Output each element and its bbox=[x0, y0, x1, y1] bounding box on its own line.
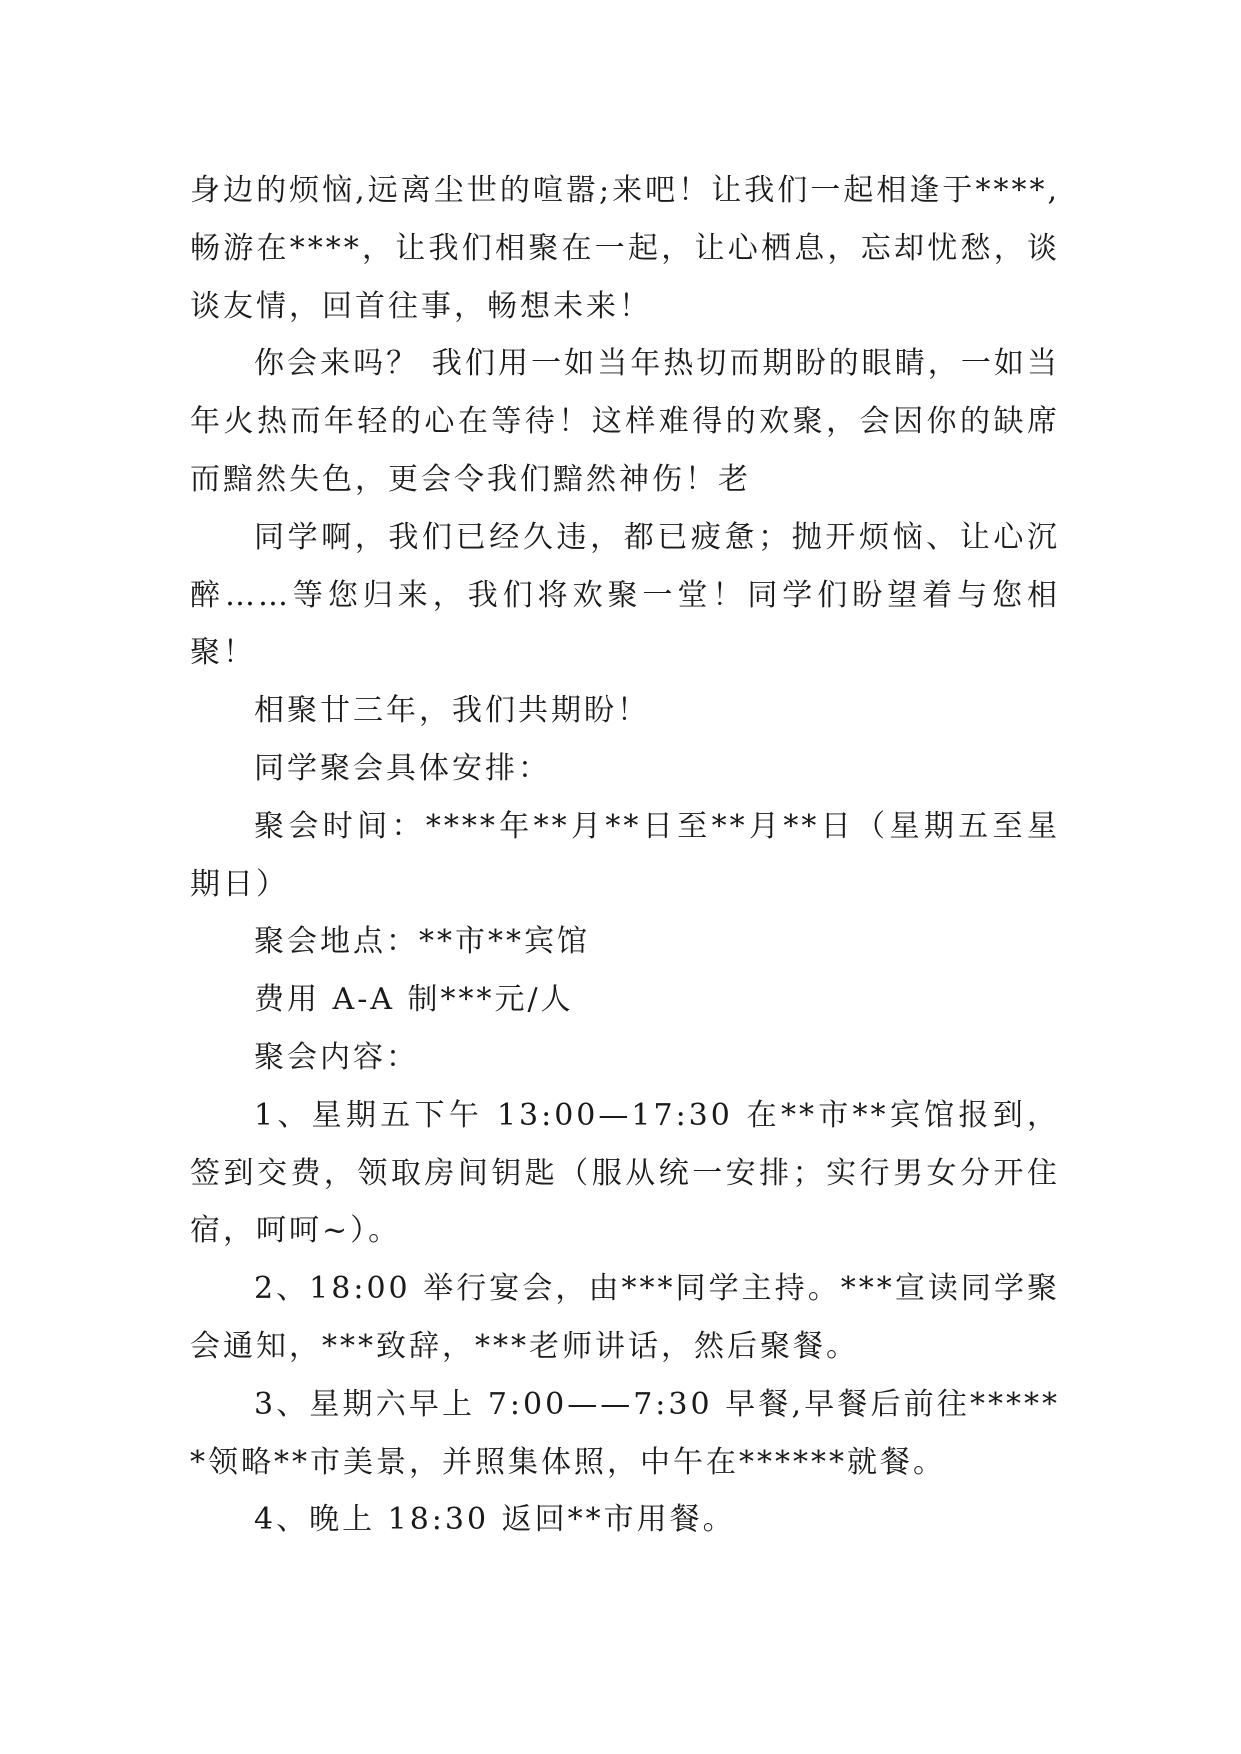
paragraph-item-3: 3、星期六早上 7:00——7:30 早餐,早餐后前往******领略**市美景，并照集体照，中午在******就餐。 bbox=[190, 1386, 1060, 1480]
paragraph-will-you-come: 你会来吗？ 我们用一如当年热切而期盼的眼睛，一如当年火热而年轻的心在等待！这样难得的欢聚，会因你的缺席而黯然失色，更会令我们黯然神伤！老 bbox=[190, 346, 1060, 497]
paragraph-item-2: 2、18:00 举行宴会，由***同学主持。***宣读同学聚会通知，***致辞，***老师讲话，然后聚餐。 bbox=[190, 1271, 1060, 1364]
paragraph-cost: 费用 A-A 制***元/人 bbox=[254, 982, 574, 1018]
paragraph-item-4: 4、晚上 18:30 返回**市用餐。 bbox=[254, 1502, 736, 1538]
paragraph-intro-continued: 身边的烦恼,远离尘世的喧嚣;来吧！让我们一起相逢于****,畅游在****，让我们相聚在一起，让心栖息，忘却忧愁，谈谈友情，回首往事，畅想未来！ bbox=[190, 173, 1060, 324]
paragraph-classmates: 同学啊，我们已经久违，都已疲惫；抛开烦恼、让心沉醉……等您归来，我们将欢聚一堂！同学们盼望着与您相聚！ bbox=[190, 519, 1060, 671]
paragraph-arrangement-heading: 同学聚会具体安排： bbox=[254, 750, 551, 786]
paragraph-reunion-time: 聚会时间：****年**月**日至**月**日（星期五至星期日） bbox=[190, 808, 1060, 902]
paragraph-reunion-location: 聚会地点：**市**宾馆 bbox=[254, 924, 590, 960]
paragraph-slogan: 相聚廿三年，我们共期盼！ bbox=[254, 693, 650, 729]
paragraph-item-1: 1、星期五下午 13:00—17:30 在**市**宾馆报到，签到交费，领取房间钥匙（服从统一安排；实行男女分开住宿，呵呵~）。 bbox=[190, 1097, 1060, 1249]
paragraph-content-heading: 聚会内容： bbox=[254, 1039, 419, 1075]
document-body bbox=[190, 162, 1060, 1549]
